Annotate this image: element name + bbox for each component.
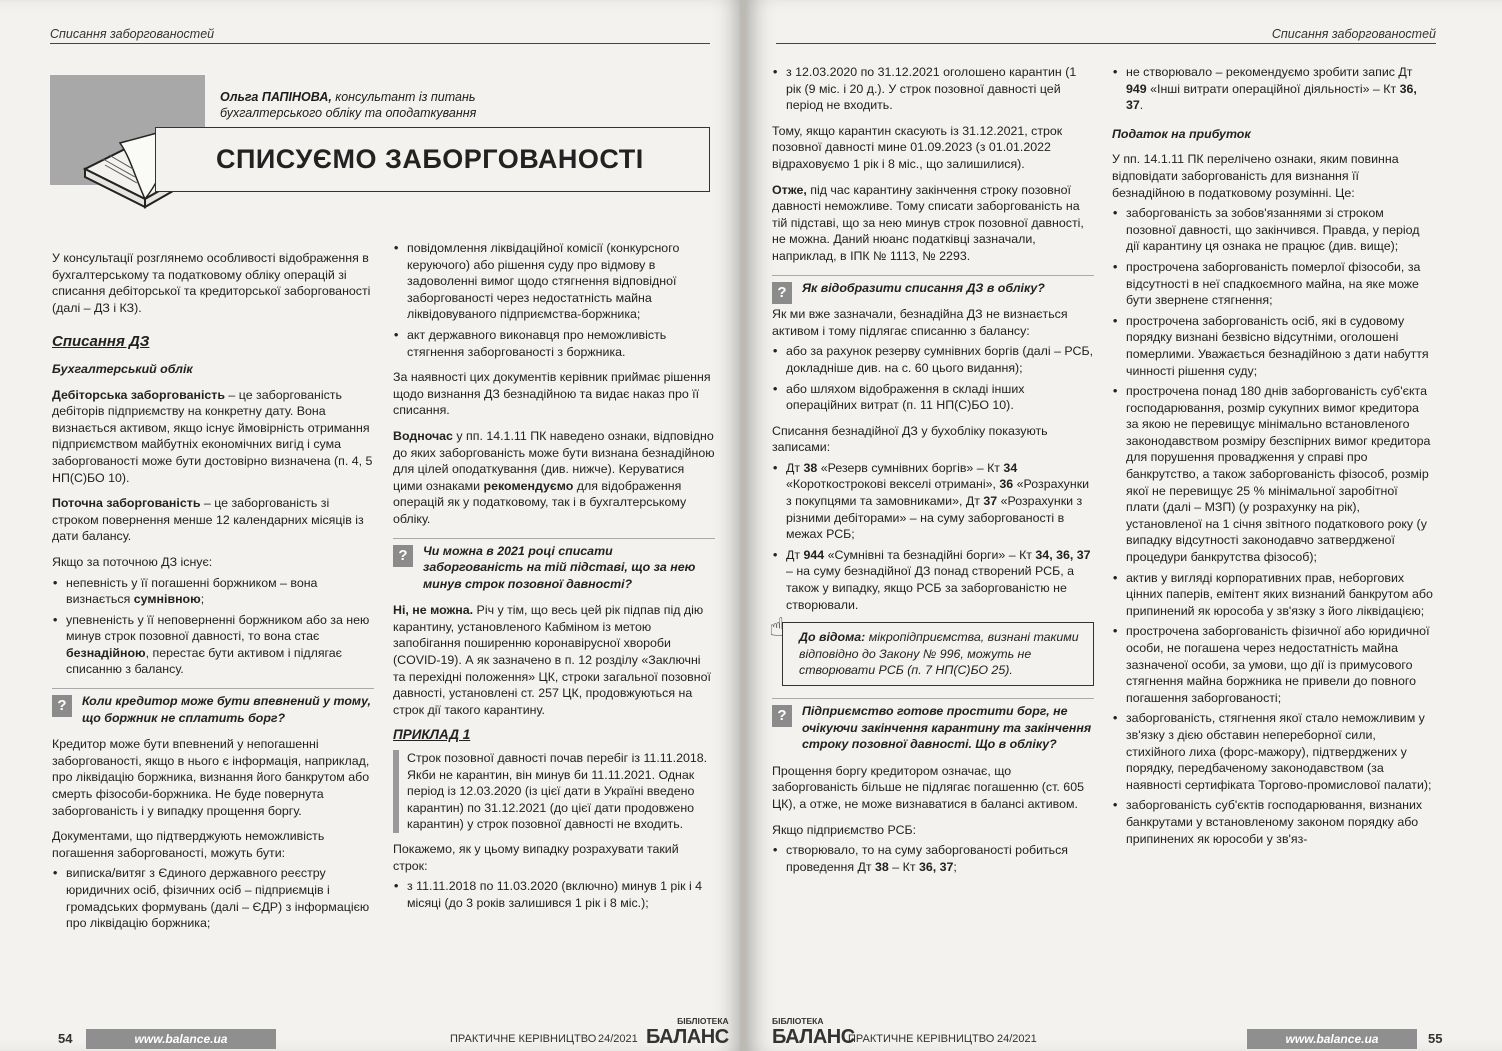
list-item: • або за рахунок резерву сумнівних боргів (далі – РСБ, докладніше див. на с. 60 цього видання); (772, 343, 1094, 376)
left-column-1 (52, 250, 374, 941)
paragraph-documents: Документами, що підтверджують неможливість погашення заборгованості, можуть бути: (52, 829, 325, 860)
paragraph-if-rsb: Якщо підприємство РСБ: (772, 822, 917, 837)
series-name: ПРАКТИЧНЕ КЕРІВНИЦТВО (848, 1033, 995, 1045)
list-item: • з 11.11.2018 по 11.03.2020 (включно) минув 1 рік і 4 місяці (до 3 років залишився 1 рік і 8 міс.); (393, 878, 715, 911)
list-rsb-cont (1112, 64, 1434, 114)
paragraph-answer-no: Ні, не можна. Річ у тім, що весь цей рік підпав під дію карантину, установленого Кабміном із метою запобігання поширенню коронавірусної хвороби (COVID-19). А як зазначено в п. 12 розділу «Заключні та перехідні положення» ЦК, строки загальної позовної давності, установлені ст. 257 ЦК, продовжуються на строк дії такого карантину. (393, 603, 711, 717)
list-item: • Дт 38 «Резерв сумнівних боргів» – Кт 34 «Короткострокові векселі отримані», 36 «Розрахунки з покупцями та замовниками», Дт 37 «Розрахунки з різними дебіторами» – на суму заборгованості в межах РСБ; (772, 460, 1094, 543)
page-number: 55 (1428, 1031, 1443, 1046)
website-link[interactable]: www.balance.ua (86, 1029, 276, 1049)
paragraph-creditor: Кредитор може бути впевнений у непогашенні заборгованості, якщо в нього є інформація, наприклад, про ліквідацію боржника, визнання його банкрутом або смерть фізособи-боржника. Не буде повернута заборгованість і у випадку прощення боргу. (52, 737, 370, 818)
subsection-accounting: Бухгалтерський облік (52, 361, 193, 376)
running-head-right: Списання заборгованостей (776, 27, 1436, 44)
series-name: ПРАКТИЧНЕ КЕРІВНИЦТВО (450, 1033, 597, 1045)
article-title: СПИСУЄМО ЗАБОРГОВАНОСТІ (216, 144, 644, 174)
question-block: ? Підприємство готове простити борг, не очікуючи закінчення карантину та закінчення строку позовної давності. Що в обліку? (772, 698, 1094, 753)
list-item: • Дт 944 «Сумнівні та безнадійні борги» – Кт 34, 36, 37 – на суму безнадійної ДЗ понад створений РСБ, а також у випадку, якщо РСБ за заборгованістю не створювали. (772, 547, 1094, 613)
list-item: • виписка/витяг з Єдиного державного реєстру юридичних осіб, фізичних осіб – підприємців і громадських формувань (далі – ЄДР) з інформацією про ліквідацію боржника; (52, 865, 374, 931)
list-item: • прострочена заборгованість осіб, які в судовому порядку визнані безвісно відсутніми, оголошені померлими. Уважається безнадійною з дати набуття чинності рішення суду; (1112, 313, 1434, 379)
paragraph-as-noted: Як ми вже зазначали, безнадійна ДЗ не визнається активом і тому підлягає списанню з балансу: (772, 307, 1068, 338)
example-text: Строк позовної давності почав перебіг із 11.11.2018. Якби не карантин, він минув би 11.11.2021. Однак період із 12.03.2020 (із цієї дати в Україні введено карантин) по 31.12.2021 (до цієї дати продовжено карантин) у строк позовної давності не входить. (407, 751, 708, 832)
brand-logo: БІБЛІОТЕКА БАЛАНС (772, 1016, 855, 1048)
example-box (393, 750, 715, 833)
author-info (220, 89, 476, 121)
list-documents-cont (393, 240, 715, 360)
list-item: • прострочена заборгованість фізичної або юридичної особи, не погашена через недостатність майна зазначеної особи, за умови, що дії із примусового стягнення майна боржника не привели до повного погашення заборгованості; (1112, 623, 1434, 706)
list-rsb (772, 842, 1094, 875)
question-mark-icon: ? (393, 545, 413, 567)
list-item: • актив у вигляді корпоративних прав, неборгових цінних паперів, емітент яких визнаний банкрутом або припинений як юрособа у зв'язку з його ліквідацією; (1112, 570, 1434, 620)
list-item: • повідомлення ліквідаційної комісії (конкурсного керуючого) або рішення суду про відмову в задоволенні вимог щодо стягнення відповідної заборгованості через недостатність майна ліквідовуваного підприємства-боржника; (393, 240, 715, 323)
question-block: ? Чи можна в 2021 році списати заборгованість на тій підставі, що за нею минув строк позовної давності? (393, 538, 715, 593)
website-link[interactable]: www.balance.ua (1247, 1029, 1417, 1049)
paragraph-forgiveness: Прощення боргу кредитором означає, що заборгованість більше не підлягає погашенню (ст. 605 ЦК), а отже, не може визнаватися в балансі активом. (772, 763, 1084, 811)
running-head-left: Списання заборгованостей (50, 27, 710, 44)
question-mark-icon: ? (772, 282, 792, 304)
list-item: • заборгованість, стягнення якої стало неможливим у зв'язку з дією обставин непереборної сили, стихійного лиха (форс-мажору), підтверджених у порядку, передбаченому законодавством (за наявності сертифіката Торгово-промислової палати); (1112, 710, 1434, 793)
author-role-2: бухгалтерського обліку та оподаткування (220, 106, 477, 120)
right-page (746, 0, 1502, 1051)
paragraph-decision: За наявності цих документів керівник приймає рішення щодо визнання ДЗ безнадійною та видає наказ про її списання. (393, 370, 711, 418)
paragraph-tax-signs: У пп. 14.1.11 ПК перелічено ознаки, яким повинна відповідати заборгованість для визнання її безнадійною в податковому розумінні. Це: (1112, 152, 1399, 200)
list-item: • прострочена заборгованість померлої фізособи, за відсутності в неї спадкоємного майна, на яке може бути звернене стягнення; (1112, 259, 1434, 309)
author-name: Ольга ПАПІНОВА, (220, 90, 332, 104)
pointing-hand-icon: ☝ (769, 612, 785, 643)
paragraph-so: Отже, під час карантину закінчення строку позовної давності неможливе. Тому списати заборгованість на тій підставі, що за нею минув строк позовної давності, не можна. Даний нюанс податківці зазначали, наприклад, в ІПК № 1113, № 2293. (772, 182, 1084, 263)
question-block: ? Як відобразити списання ДЗ в обліку? (772, 275, 1094, 297)
list-quarantine (772, 64, 1094, 114)
left-page (0, 0, 742, 1051)
list-documents (52, 865, 374, 931)
brand-logo: БІБЛІОТЕКА БАЛАНС (646, 1016, 729, 1048)
page-number: 54 (58, 1031, 73, 1046)
right-column-2 (1112, 64, 1434, 856)
article-header (50, 75, 710, 240)
paragraph-receivables: Дебіторська заборгованість – це заборгованість дебіторів підприємству на конкретну дату. Вона визнається активом, якщо існує ймовірність отримання підприємством майбутніх економічних вигід і сума заборгованості може бути достовірно визначена (п. 4, 5 НП(С)БО 10). (52, 387, 373, 485)
title-box (155, 127, 710, 192)
paragraph-meanwhile: Водночас у пп. 14.1.11 ПК наведено ознаки, відповідно до яких заборгованість може бути визнана безнадійною для цілей оподаткування (див. нижче). Керуватися цими ознаками рекомендуємо для відображення операцій як у податковому, так і в бухгалтерському обліку. (393, 428, 715, 526)
paragraph-therefore: Тому, якщо карантин скасують із 31.12.2021, строк позовної давності мине 01.09.2023 (з 01.01.2022 відраховуємо 1 рік і 8 міс., що залишилися). (772, 123, 1063, 171)
list-calc (393, 878, 715, 911)
paragraph-current-debt: Поточна заборгованість – це заборгованість зі строком повернення менше 12 календарних місяців із дати балансу. (52, 496, 364, 544)
list-item: • з 12.03.2020 по 31.12.2021 оголошено карантин (1 рік (9 міс. і 20 д.). У строк позовної давності цей період не входить. (772, 64, 1094, 114)
list-item: • прострочена понад 180 днів заборгованість суб'єкта господарювання, розмір сукупних вимог кредитора за якою не перевищує мінімально встановленого законодавством розміру безспірних вимог кредитора для порушення провадження у справі про банкрутство, а також заборгованість фізособ, розмір якої не перевищує 25 % мінімальної заробітної плати (далі – МЗП) (у розрахунку на рік), установленої на 1 січня звітного податкового року (у випадку відсутності законодавчо затвердженої процедури банкрутства фізособ); (1112, 383, 1434, 566)
list-item: • заборгованість суб'єктів господарювання, визнаних банкрутами у встановленому законом порядку або припинених як юрособи у зв'яз- (1112, 797, 1434, 847)
list-entries (772, 460, 1094, 613)
list-item: • не створювало – рекомендуємо зробити запис Дт 949 «Інші витрати операційної діяльності» – Кт 36, 37. (1112, 64, 1434, 114)
left-column-2 (393, 240, 715, 920)
list-writeoff-ways (772, 343, 1094, 413)
intro-paragraph: У консультації розглянемо особливості відображення в бухгалтерському та податковому обліку операцій зі списання дебіторської та кредиторської заборгованості (далі – ДЗ і КЗ). (52, 251, 371, 315)
right-column-1 (769, 64, 1094, 884)
paragraph-if-exists: Якщо за поточною ДЗ існує: (52, 554, 213, 569)
list-item: • непевність у її погашенні боржником – вона визнається сумнівною; (52, 575, 374, 608)
question-mark-icon: ? (52, 695, 72, 717)
issue-number: 24/2021 (598, 1033, 638, 1045)
list-item: • створювало, то на суму заборгованості робиться проведення Дт 38 – Кт 36, 37; (772, 842, 1094, 875)
issue-number: 24/2021 (997, 1033, 1037, 1045)
paragraph-entries: Списання безнадійної ДЗ у бухобліку показують записами: (772, 423, 1048, 455)
paragraph-calc: Покажемо, як у цьому випадку розрахувати такий строк: (393, 842, 679, 873)
question-mark-icon: ? (772, 705, 792, 727)
list-item: • або шляхом відображення в складі інших операційних витрат (п. 11 НП(С)БО 10). (772, 381, 1094, 414)
list-item: • заборгованість за зобов'язаннями зі строком позовної давності, що закінчився. Правда, у період дії карантину ця ознака не працює (див. вище); (1112, 205, 1434, 255)
section-heading-dz: Списання ДЗ (52, 333, 150, 351)
list-item: • акт державного виконавця про неможливість стягнення заборгованості з боржника. (393, 327, 715, 360)
question-block: ? Коли кредитор може бути впевнений у тому, що боржник не сплатить борг? (52, 688, 374, 726)
list-tax-signs (1112, 205, 1434, 847)
author-role-1: консультант із питань (331, 90, 476, 104)
list-debt-types (52, 575, 374, 679)
list-item: • упевненість у її неповерненні боржником або за нею минув строк позовної давності, то вона стає безнадійною, перестає бути активом і підлягає списанню з балансу. (52, 612, 374, 678)
example-heading: ПРИКЛАД 1 (393, 727, 471, 743)
note-box: ☝ До відома: мікропідприємства, визнані такими відповідно до Закону № 996, можуть не створювати РСБ (п. 7 НП(С)БО 25). (782, 622, 1094, 686)
subsection-income-tax: Податок на прибуток (1112, 126, 1251, 141)
